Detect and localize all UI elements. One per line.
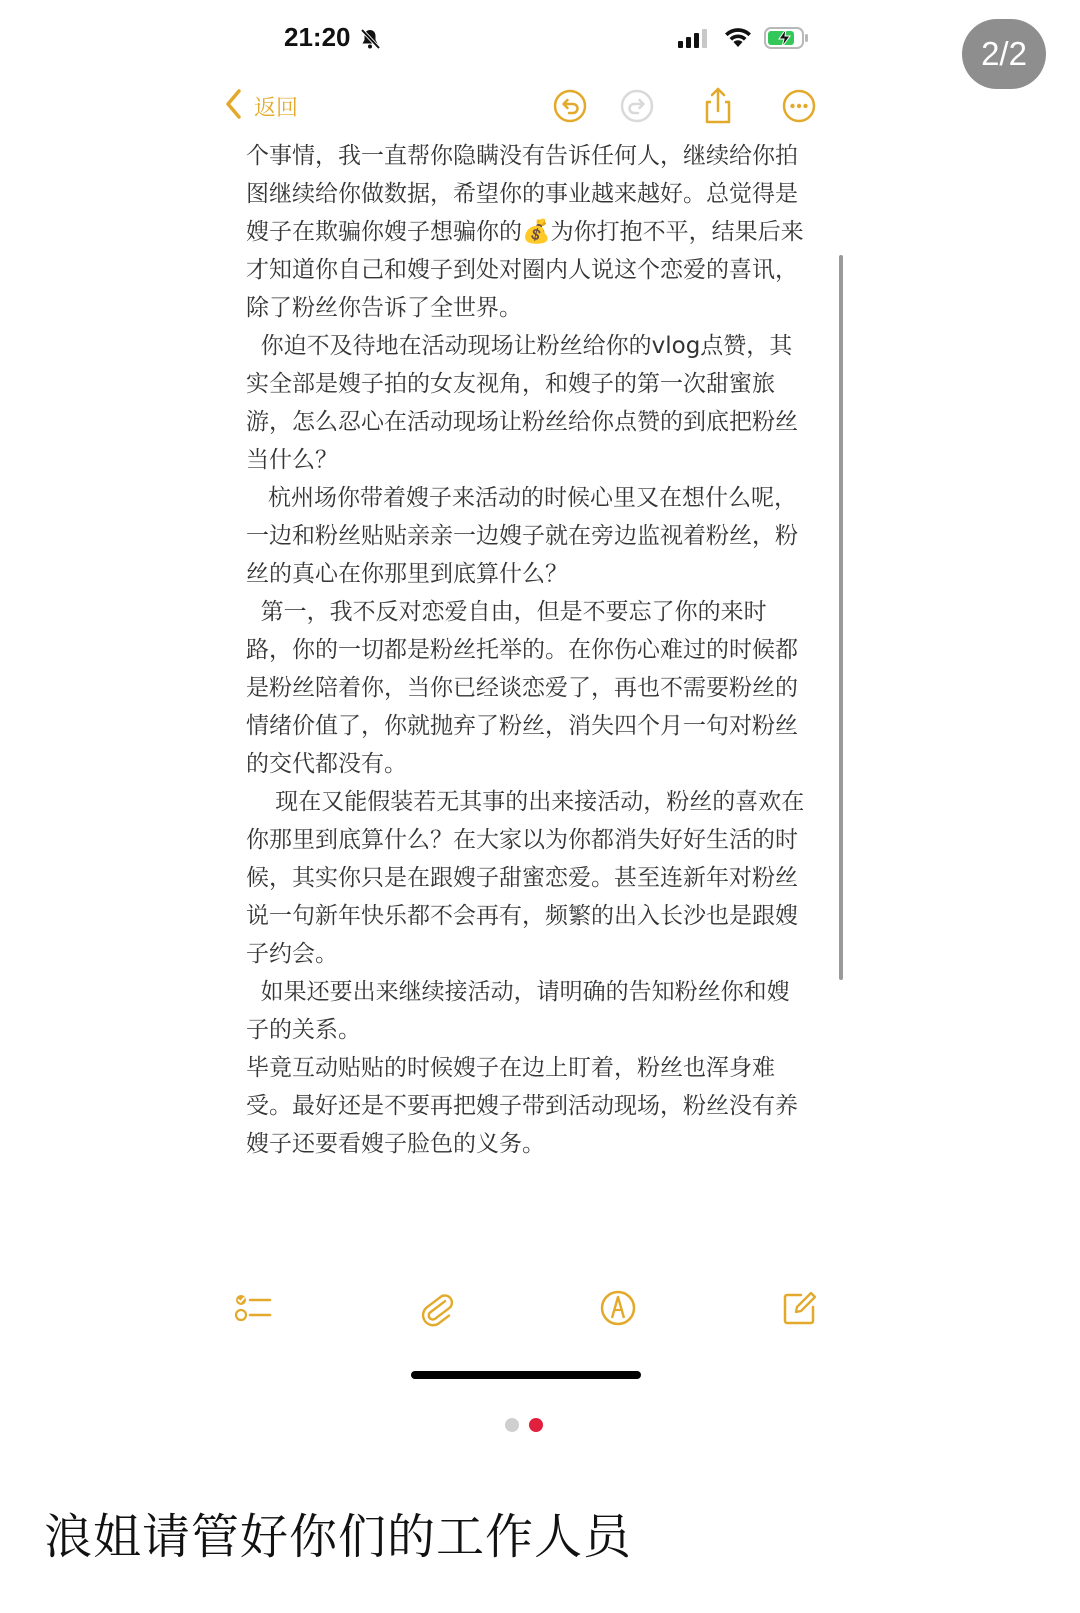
note-body[interactable] xyxy=(246,137,806,1163)
redo-icon[interactable] xyxy=(617,86,657,126)
back-label: 返回 xyxy=(254,95,299,121)
note-paragraph: 毕竟互动贴贴的时候嫂子在边上盯着，粉丝也浑身难受。最好还是不要再把嫂子带到活动现场，粉丝没有养嫂子还要看嫂子脸色的义务。 xyxy=(246,1055,798,1157)
pager-dot-active[interactable] xyxy=(529,1418,543,1432)
home-indicator[interactable] xyxy=(411,1371,641,1379)
scrollbar[interactable] xyxy=(839,255,843,980)
battery-charging-icon xyxy=(764,26,810,54)
checklist-icon[interactable] xyxy=(233,1288,273,1328)
note-paragraph: 如果还要出来继续接活动，请明确的告知粉丝你和嫂子的关系。 xyxy=(246,979,790,1043)
note-nav-bar xyxy=(220,82,860,130)
compose-icon[interactable] xyxy=(779,1288,819,1328)
more-icon[interactable] xyxy=(779,86,819,126)
phone-screenshot xyxy=(220,0,860,1425)
share-icon[interactable] xyxy=(698,86,738,126)
attachment-icon[interactable] xyxy=(416,1288,456,1328)
chevron-left-icon xyxy=(224,88,244,124)
page-counter-badge: 2/2 xyxy=(962,19,1046,89)
status-bar xyxy=(220,0,860,80)
note-toolbar xyxy=(220,1284,860,1332)
cellular-signal-icon xyxy=(678,28,710,52)
status-time: 21:20 xyxy=(284,22,351,52)
back-button[interactable] xyxy=(224,88,298,124)
pager-dots xyxy=(505,1418,543,1432)
note-paragraph: 第一，我不反对恋爱自由，但是不要忘了你的来时路，你的一切都是粉丝托举的。在你伤心难过的时候都是粉丝陪着你，当你已经谈恋爱了，再也不需要粉丝的情绪价值了，你就抛弃了粉丝，消失四个月一句对粉丝的交代都没有。 xyxy=(246,599,798,777)
note-paragraph: 现在又能假装若无其事的出来接活动，粉丝的喜欢在你那里到底算什么？在大家以为你都消失好好生活的时候，其实你只是在跟嫂子甜蜜恋爱。甚至连新年对粉丝说一句新年快乐都不会再有，频繁的出入长沙也是跟嫂子约会。 xyxy=(246,789,805,967)
note-paragraph: 杭州场你带着嫂子来活动的时候心里又在想什么呢，一边和粉丝贴贴亲亲一边嫂子就在旁边监视着粉丝，粉丝的真心在你那里到底算什么？ xyxy=(246,485,798,587)
pager-dot[interactable] xyxy=(505,1418,519,1432)
undo-icon[interactable] xyxy=(550,86,590,126)
markup-icon[interactable] xyxy=(598,1288,638,1328)
bell-slash-icon xyxy=(358,27,382,55)
note-paragraph: 你迫不及待地在活动现场让粉丝给你的vlog点赞，其实全部是嫂子拍的女友视角，和嫂子的第一次甜蜜旅游，怎么忍心在活动现场让粉丝给你点赞的到底把粉丝当什么？ xyxy=(246,333,798,473)
note-paragraph: 个事情，我一直帮你隐瞒没有告诉任何人，继续给你拍图继续给你做数据，希望你的事业越来越好。总觉得是嫂子在欺骗你嫂子想骗你的💰为你打抱不平，结果后来才知道你自己和嫂子到处对圈内人说这个恋爱的喜讯，除了粉丝你告诉了全世界。 xyxy=(246,143,804,321)
wifi-icon xyxy=(722,25,754,53)
post-caption: 浪姐请管好你们的工作人员 xyxy=(44,1509,633,1565)
